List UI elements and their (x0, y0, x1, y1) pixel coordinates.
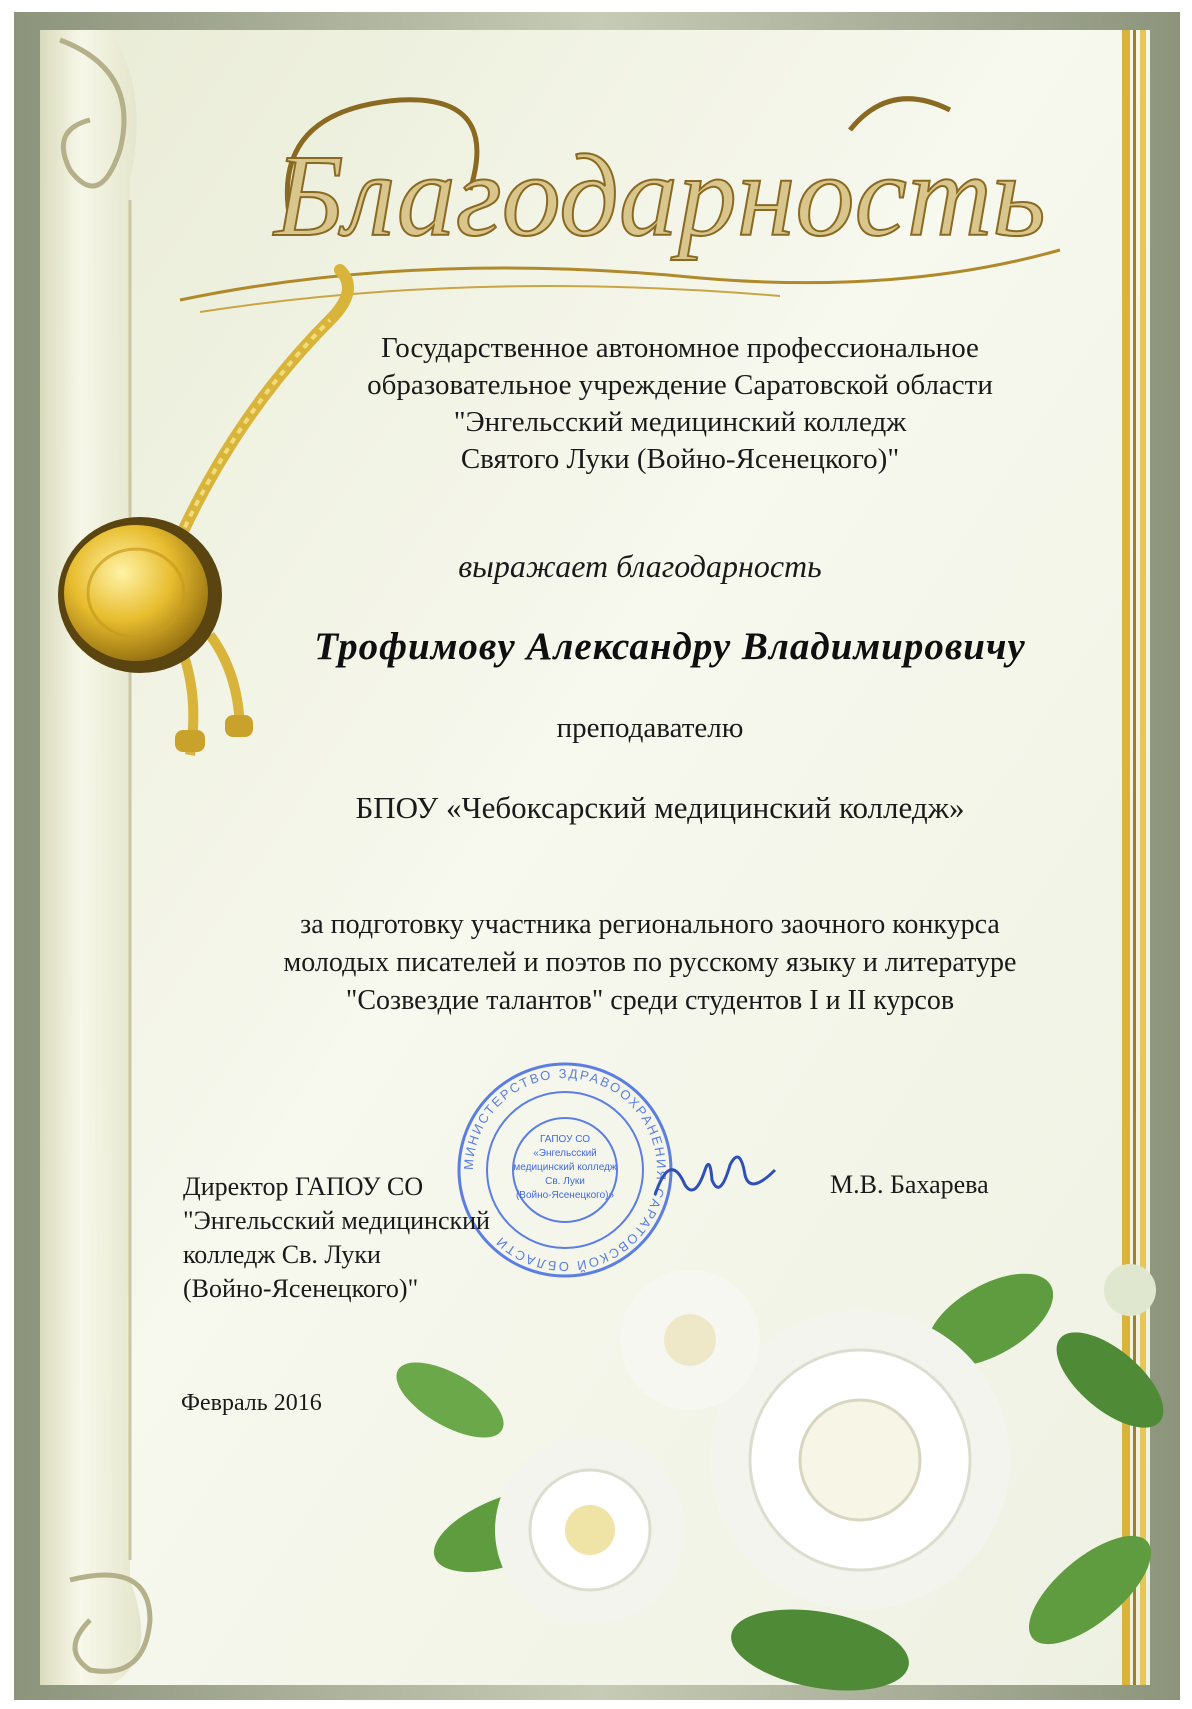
director-block (183, 1170, 603, 1306)
reason-line: молодых писателей и поэтов по русскому языку и литературе (283, 947, 1017, 978)
reason-block (170, 906, 1130, 1020)
stamp-line: Св. Луки (545, 1176, 585, 1187)
recipient-name: Трофимову Александру Владимировичу (314, 625, 1026, 668)
recipient-college: БПОУ «Чебоксарский медицинский колледж» (355, 790, 965, 825)
org-line: Святого Луки (Войно-Ясенецкого)" (460, 443, 900, 475)
director-line: Директор ГАПОУ СО (183, 1172, 424, 1201)
director-line: колледж Св. Луки (183, 1240, 381, 1269)
heading-title (250, 70, 1070, 300)
director-signature (650, 1140, 780, 1210)
issue-date: Февраль 2016 (181, 1390, 322, 1416)
stamp-line: ГАПОУ СО (540, 1134, 590, 1145)
director-line: "Энгельсский медицинский (183, 1206, 490, 1235)
org-line: Государственное автономное профессиональное (381, 332, 979, 364)
organization-block (300, 330, 1060, 478)
stamp-line: «Энгельсский (533, 1148, 597, 1159)
stamp-line: медицинский колледж (513, 1162, 617, 1173)
reason-line: "Созвездие талантов" среди студентов I и II курсов (345, 985, 955, 1016)
org-line: "Энгельсский медицинский колледж (453, 406, 907, 438)
heading-text: Благодарность (274, 130, 1046, 261)
director-line: (Войно-Ясенецкого)" (183, 1274, 419, 1303)
reason-line: за подготовку участника регионального заочного конкурса (300, 909, 1000, 940)
stamp-line: (Войно-Ясенецкого)» (515, 1190, 615, 1201)
recipient-role: преподавателю (556, 712, 744, 744)
org-line: образовательное учреждение Саратовской области (367, 369, 993, 401)
signer-name: М.В. Бахарева (830, 1170, 989, 1199)
expresses-gratitude: выражает благодарность (458, 548, 822, 584)
stamp-outer-text: МИНИСТЕРСТВО ЗДРАВООХРАНЕНИЯ САРАТОВСКОЙ ОБЛАСТИ (460, 1065, 670, 1275)
